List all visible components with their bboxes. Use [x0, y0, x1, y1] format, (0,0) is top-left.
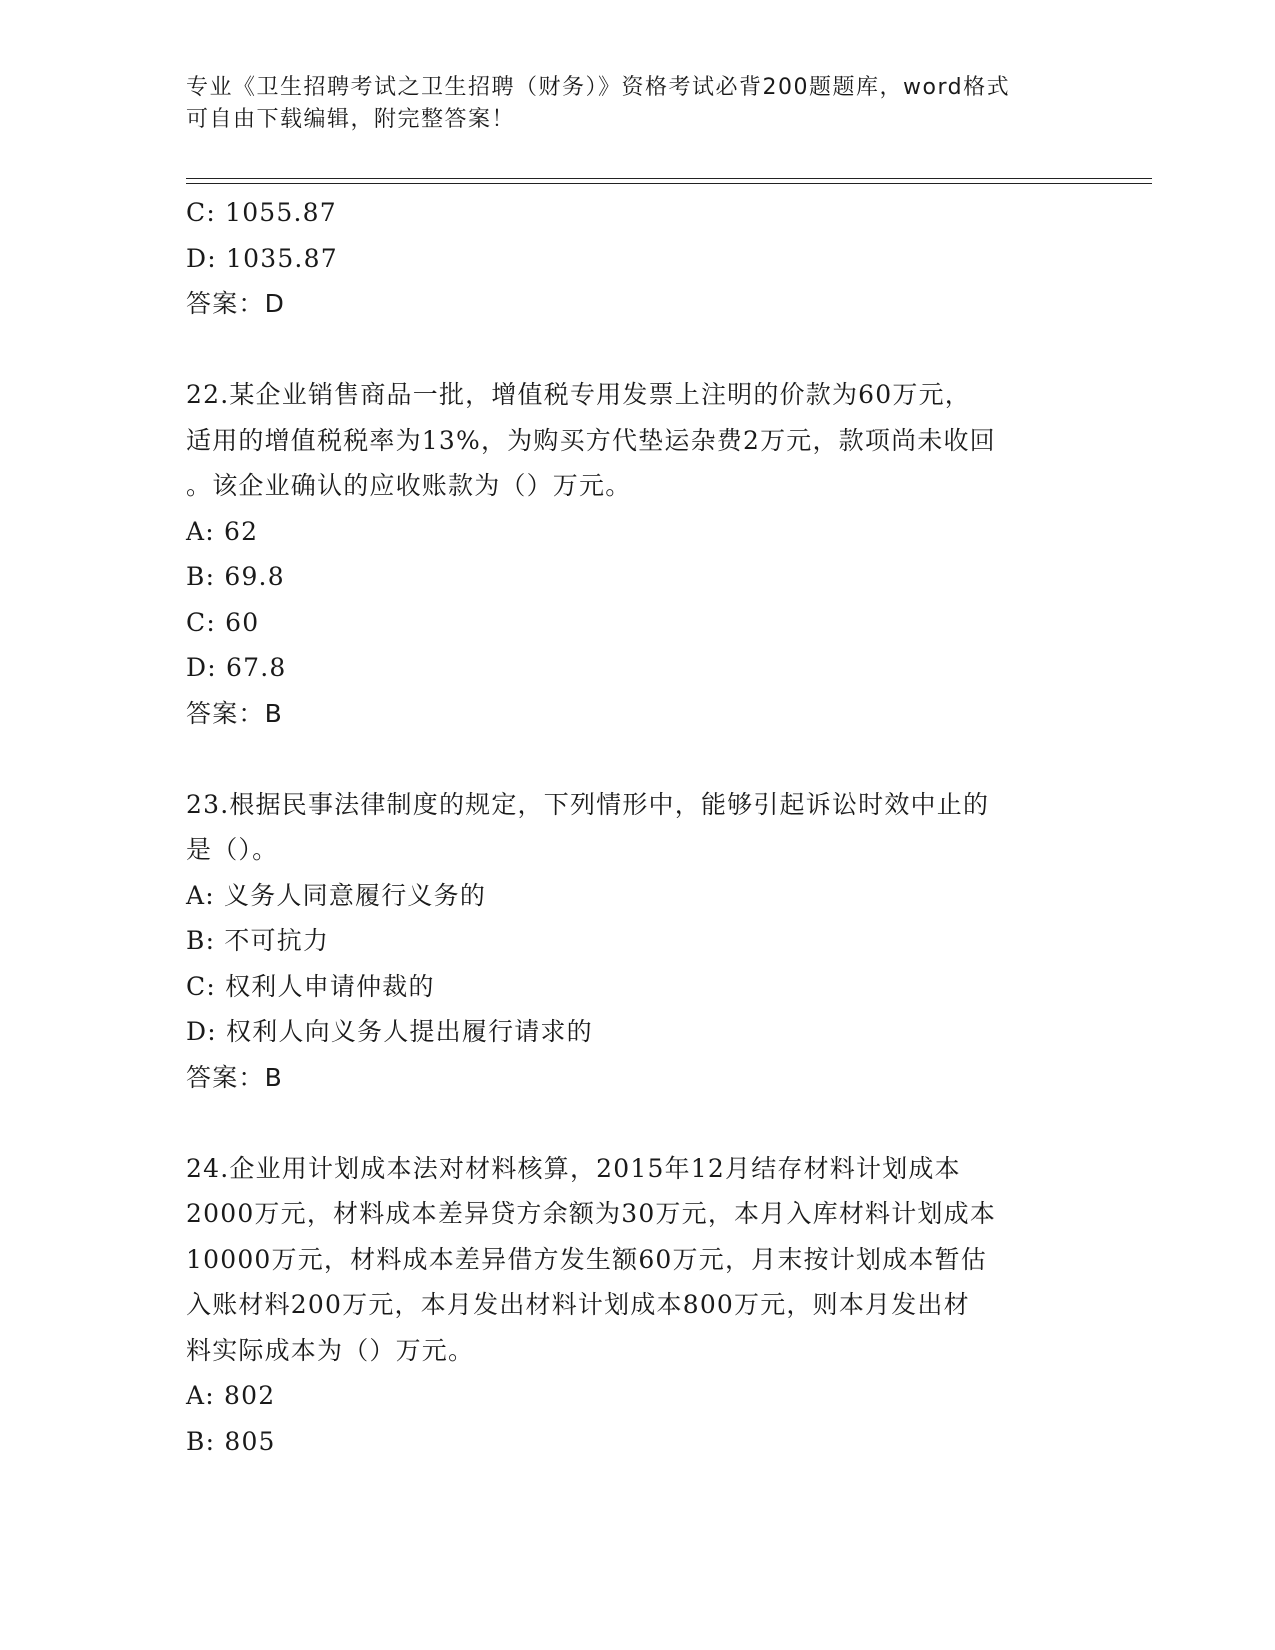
option-d: D: 1035.87 — [186, 243, 338, 273]
spacer — [186, 327, 1086, 373]
option-a: A: 802 — [186, 1381, 276, 1410]
header-rule-bottom — [186, 183, 1152, 184]
question-stem-line: 。该企业确认的应收账款为（）万元。 — [186, 471, 632, 500]
option-c: C: 60 — [186, 607, 260, 637]
question-stem-line: 入账材料200万元，本月发出材料计划成本800万元，则本月发出材 — [186, 1290, 970, 1319]
option-d: D: 权利人向义务人提出履行请求的 — [186, 1017, 593, 1046]
answer: 答案：B — [186, 698, 283, 728]
question-stem-line: 24.企业用计划成本法对材料核算，2015年12月结存材料计划成本 — [186, 1153, 961, 1183]
option-b: B: 805 — [186, 1426, 276, 1456]
question-stem-line: 10000万元，材料成本差异借方发生额60万元，月末按计划成本暂估 — [186, 1244, 987, 1274]
header-line-2: 可自由下载编辑，附完整答案！ — [186, 107, 516, 132]
option-b: B: 不可抗力 — [186, 926, 330, 955]
option-c: C: 权利人申请仲裁的 — [186, 971, 435, 1001]
spacer — [186, 736, 1086, 782]
question-23 — [186, 782, 1086, 1101]
question-content — [186, 190, 1086, 1464]
question-stem-line: 料实际成本为（）万元。 — [186, 1335, 475, 1365]
header-rule-top — [186, 178, 1152, 179]
question-stem-line: 22.某企业销售商品一批，增值税专用发票上注明的价款为60万元， — [186, 380, 971, 409]
question-stem-line: 23.根据民事法律制度的规定，下列情形中，能够引起诉讼时效中止的 — [186, 789, 990, 819]
option-d: D: 67.8 — [186, 653, 287, 682]
header-line-1: 专业《卫生招聘考试之卫生招聘（财务）》资格考试必背200题题库，word格式 — [186, 75, 1011, 100]
spacer — [186, 1100, 1086, 1146]
question-stem-line: 2000万元，材料成本差异贷方余额为30万元，本月入库材料计划成本 — [186, 1199, 997, 1228]
question-21-tail — [186, 190, 1086, 327]
question-stem-line: 适用的增值税税率为13%，为购买方代垫运杂费2万元，款项尚未收回 — [186, 425, 996, 455]
option-c: C: 1055.87 — [186, 198, 337, 227]
option-a: A: 义务人同意履行义务的 — [186, 880, 487, 910]
question-22 — [186, 372, 1086, 736]
answer: 答案：B — [186, 1062, 283, 1092]
option-a: A: 62 — [186, 516, 259, 546]
option-b: B: 69.8 — [186, 562, 285, 591]
answer: 答案：D — [186, 289, 286, 318]
question-stem-line: 是（）。 — [186, 835, 279, 864]
question-24 — [186, 1146, 1086, 1465]
document-header — [186, 72, 1086, 136]
